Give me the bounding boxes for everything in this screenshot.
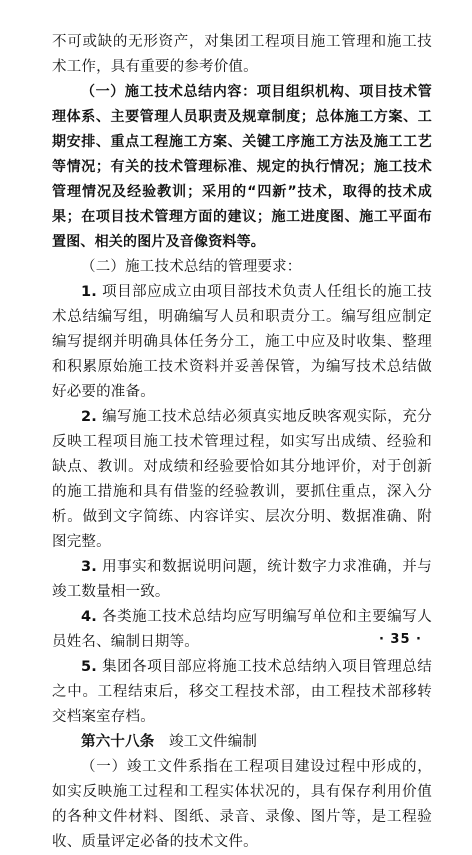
list-item-text: 集团各项目部应将施工技术总结纳入项目管理总结之中。工程结束后，移交工程技术部，由工程技术部移转交档案室存档。 <box>52 659 432 725</box>
list-item-5 <box>52 655 432 730</box>
list-item-1 <box>52 280 432 405</box>
list-item-3 <box>52 555 432 605</box>
list-item-number: 1. <box>81 284 97 300</box>
paragraph-summary-contents: （一）施工技术总结内容：项目组织机构、项目技术管理体系、主要管理人员职责及规章制度；总体施工方案、工期安排、重点工程施工方案、关键工序施工方法及施工工艺等情况；有关的技术管理标准、规定的执行情况；施工技术管理情况及经验教训；采用的“四新”技术，取得的技术成果；在项目技术管理方面的建议；施工进度图、施工平面布置图、相关的图片及音像资料等。 <box>52 84 432 250</box>
list-item-number: 5. <box>81 659 97 675</box>
list-item-number: 3. <box>81 559 97 575</box>
list-item-4 <box>52 605 432 655</box>
article-number: 第六十八条 <box>81 734 155 750</box>
list-item-number: 2. <box>81 409 97 425</box>
list-item-text: 用事实和数据说明问题，统计数字力求准确，并与竣工数量相一致。 <box>52 559 432 600</box>
list-item-text: 项目部应成立由项目部技术负责人任组长的施工技术总结编写组，明确编写人员和职责分工。编写组应制定编写提纲并明确具体任务分工，施工中应及时收集、整理和积累原始施工技术资料并妥善保管，为编写技术总结做好必要的准备。 <box>52 284 432 400</box>
list-item-2 <box>52 405 432 555</box>
article-title: 竣工文件编制 <box>168 734 258 750</box>
list-item-text: 各类施工技术总结均应写明编写单位和主要编写人员姓名、编制日期等。 <box>52 609 432 650</box>
paragraph-continuation: 不可或缺的无形资产，对集团工程项目施工管理和施工技术工作，具有重要的参考价值。 <box>52 34 432 75</box>
list-item-number: 4. <box>81 609 97 625</box>
paragraph-completion-documents: （一）竣工文件系指在工程项目建设过程中形成的，如实反映施工过程和工程实体状况的，具有保存利用价值的各种文件材料、图纸、录音、录像、图片等，是工程验收、质量评定必备的技术文件。 <box>52 759 432 850</box>
article-68-heading <box>52 730 432 755</box>
paragraph-management-requirements-heading: （二）施工技术总结的管理要求： <box>81 259 302 275</box>
document-body <box>52 30 432 855</box>
page-number: · 35 · <box>378 632 422 647</box>
list-item-text: 编写施工技术总结必须真实地反映客观实际，充分反映工程项目施工技术管理过程，如实写出成绩、经验和缺点、教训。对成绩和经验要恰如其分地评价，对于创新的施工措施和具有借鉴的经验教训，要抓住重点，深入分析。做到文字简练、内容详实、层次分明、数据准确、附图完整。 <box>52 409 432 550</box>
